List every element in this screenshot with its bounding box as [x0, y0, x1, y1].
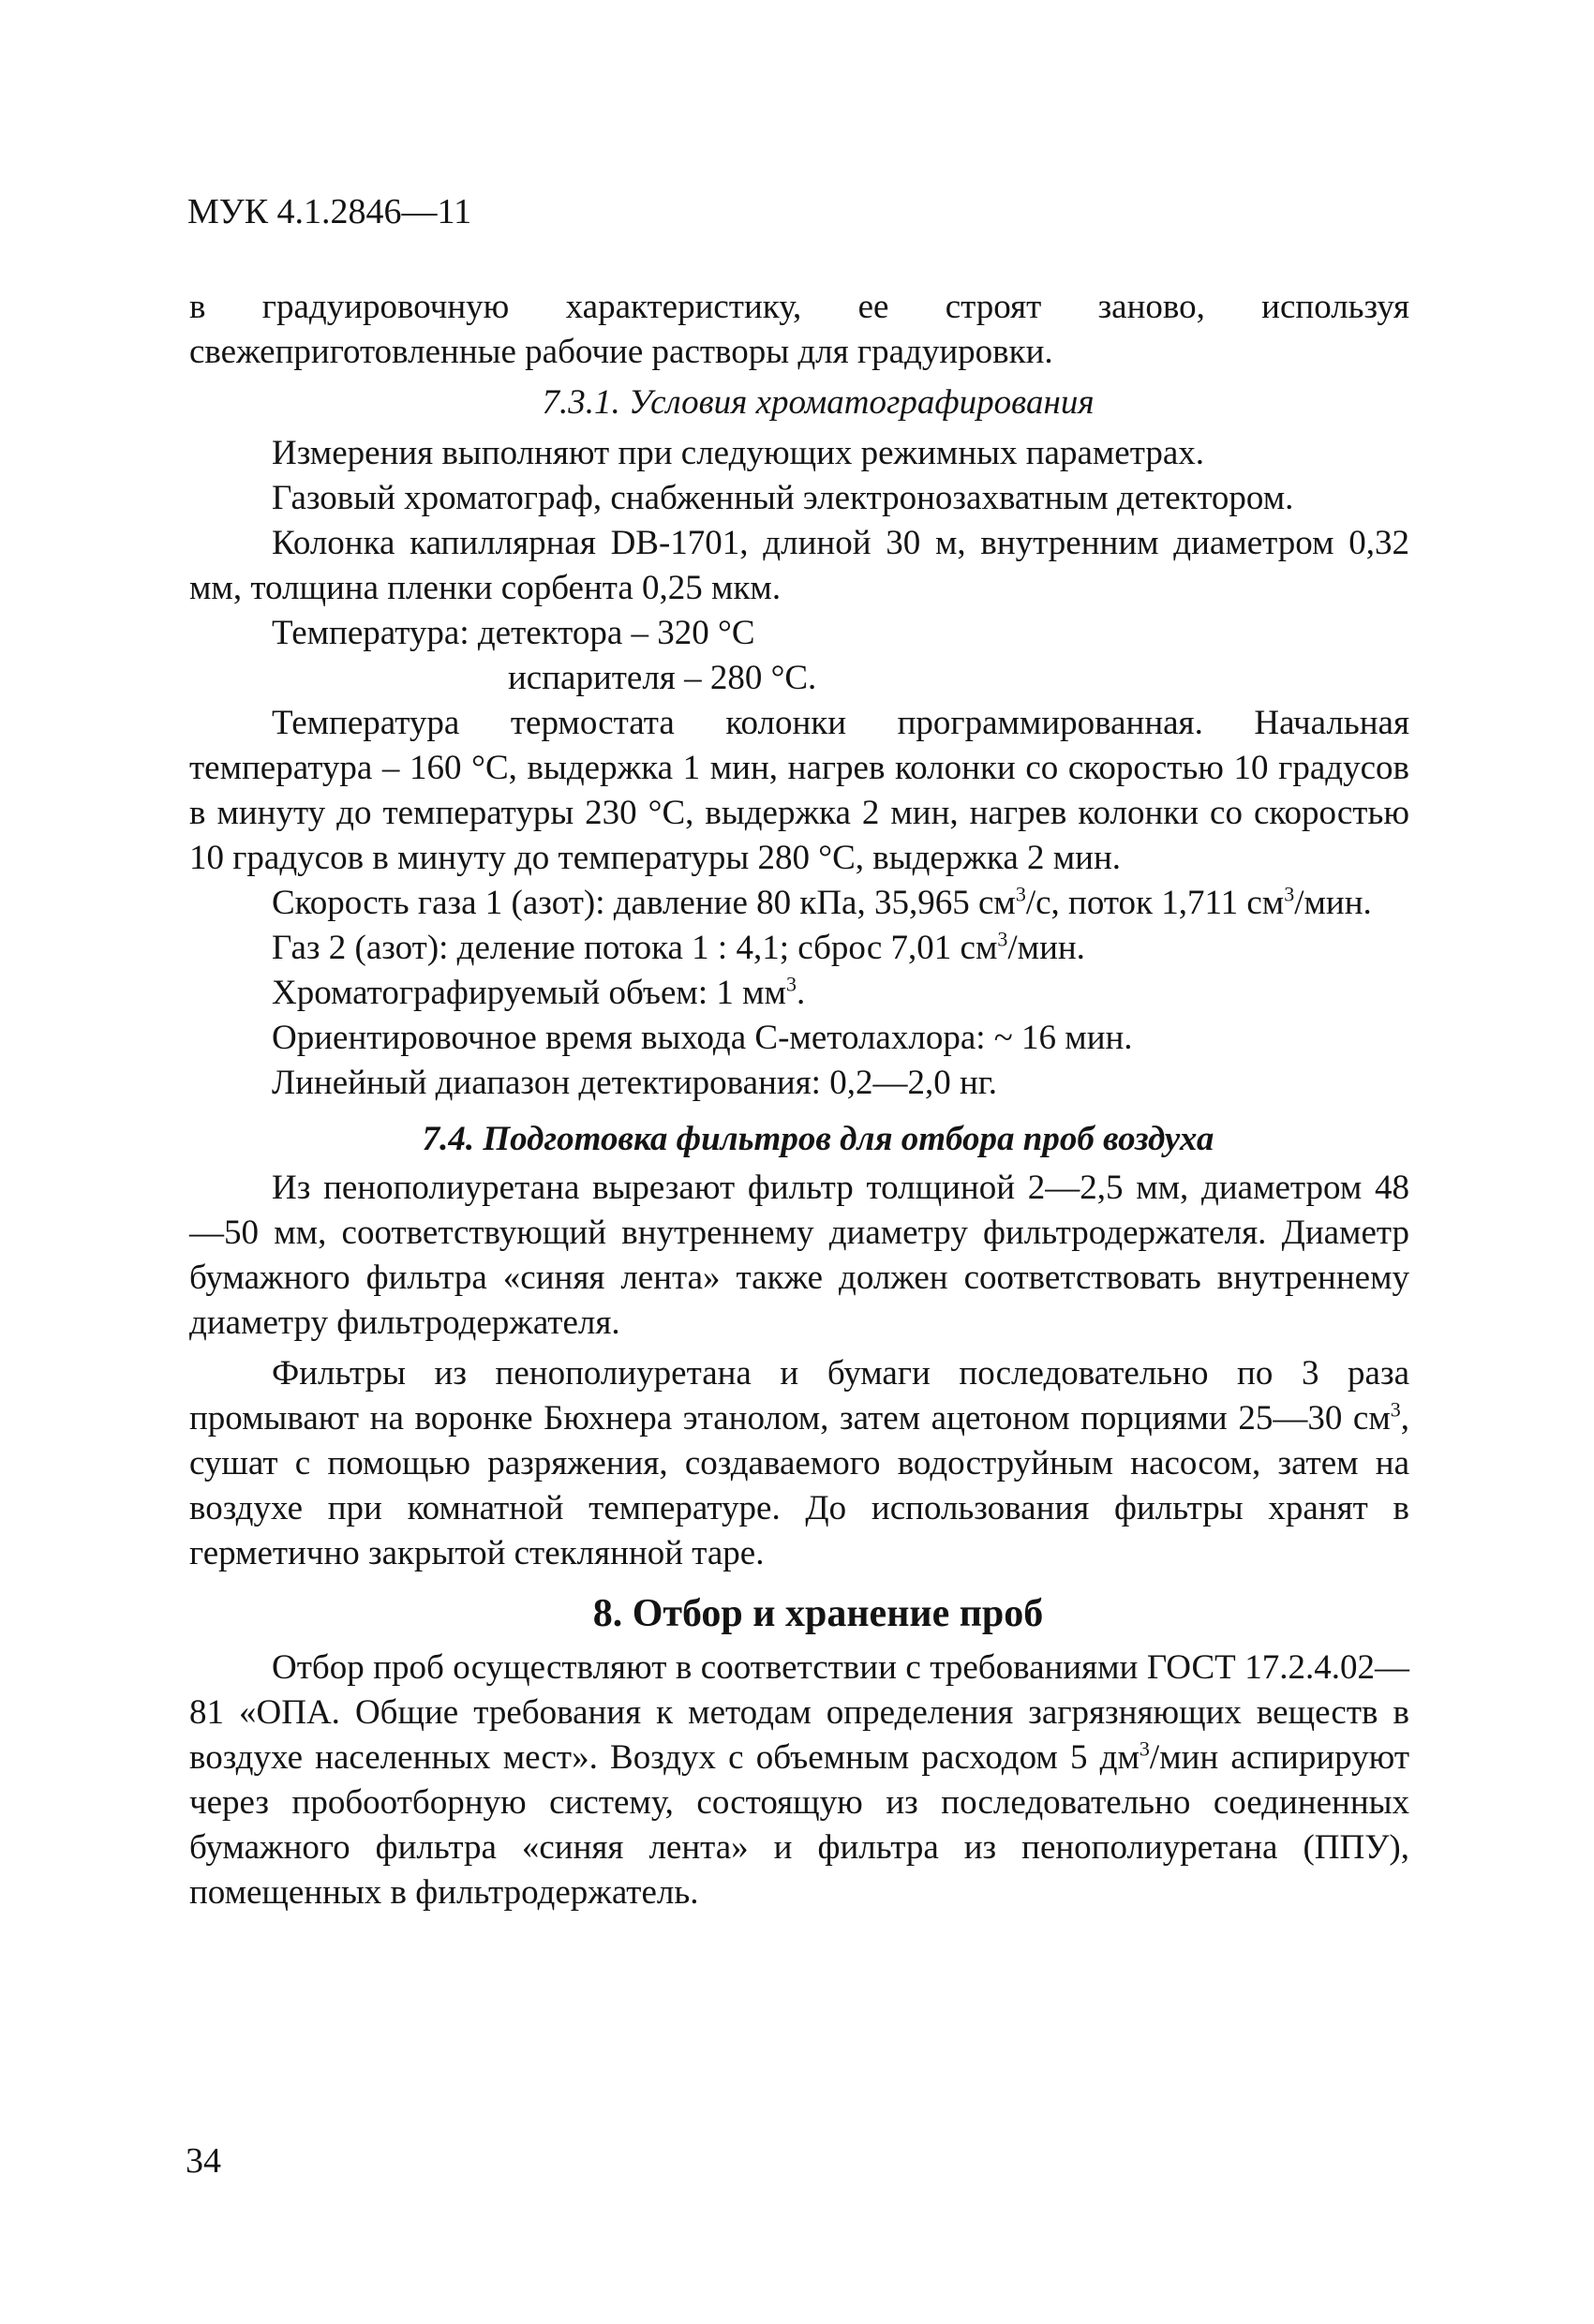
subsection-title-7-3-1: 7.3.1. Условия хроматографирования — [542, 383, 1095, 422]
paragraph-filter-cutting: Из пенополиуретана вырезают фильтр толщиной 2—2,5 мм, диаметром 48—50 мм, соответствующий внутреннему диаметру фильтродержателя. Диаметр бумажного фильтра «синяя лента» также должен соответствовать внутреннему диаметру фильтродержателя. — [189, 1169, 1409, 1342]
superscript-3: 3 — [997, 927, 1008, 951]
paragraph-intro: в градуировочную характеристику, ее строят заново, используя свежеприготовленные рабочие растворы для градуировки. — [189, 288, 1409, 371]
paragraph-modes: Измерения выполняют при следующих режимных параметрах. — [272, 434, 1205, 472]
gas-1-text-c: /мин. — [1294, 884, 1372, 922]
paragraph-gas-1 — [189, 881, 1409, 926]
paragraph-temperature-evaporator: испарителя – 280 °С. — [508, 659, 817, 697]
superscript-3: 3 — [1284, 882, 1295, 906]
section-title-8: 8. Отбор и хранение проб — [592, 1592, 1044, 1635]
paragraph-temperature-detector: Температура: детектора – 320 °С — [272, 614, 755, 652]
paragraph-column: Колонка капиллярная DB-1701, длиной 30 м, внутренним диаметром 0,32 мм, толщина пленки сорбента 0,25 мкм. — [189, 524, 1409, 607]
superscript-3: 3 — [1139, 1736, 1150, 1761]
paragraph-sampling — [189, 1646, 1409, 1915]
subsection-title-7-4: 7.4. Подготовка фильтров для отбора проб воздуха — [422, 1120, 1214, 1158]
paragraph-retention-time: Ориентировочное время выхода С-метолахлора: ~ 16 мин. — [272, 1019, 1133, 1057]
page-content — [189, 285, 1409, 1915]
volume-text-b: . — [796, 974, 806, 1012]
page-number: 34 — [186, 2141, 221, 2181]
paragraph-linear-range: Линейный диапазон детектирования: 0,2—2,0 нг. — [272, 1064, 998, 1102]
superscript-3: 3 — [1015, 882, 1026, 906]
paragraph-chromatograph: Газовый хроматограф, снабженный электронозахватным детектором. — [272, 479, 1294, 517]
paragraph-gas-2 — [189, 926, 1409, 971]
superscript-3: 3 — [785, 972, 797, 996]
document-code: МУК 4.1.2846—11 — [187, 192, 472, 231]
washing-text-b: , сушат с помощью разряжения, создаваемого водоструйным насосом, затем на воздухе при комнатной температуре. До использования фильтры хранят в герметично закрытой стеклянной таре. — [189, 1399, 1409, 1572]
sampling-text-b: /мин аспирируют через пробоотборную систему, состоящую из последовательно соединенных бумажного фильтра «синяя лента» и фильтра из пенополиуретана (ППУ), помещенных в фильтродержатель. — [189, 1738, 1409, 1912]
gas-2-text-b: /мин. — [1007, 929, 1085, 967]
sampling-text-a: Отбор проб осуществляют в соответствии с требованиями ГОСТ 17.2.4.02—81 «ОПА. Общие требования к методам определения загрязняющих веществ в воздухе населенных мест». Воздух с объемным расходом 5 дм — [189, 1648, 1409, 1777]
gas-2-text-a: Газ 2 (азот): деление потока 1 : 4,1; сброс 7,01 см — [272, 929, 998, 967]
superscript-3: 3 — [1390, 1397, 1401, 1422]
paragraph-volume — [189, 971, 1409, 1016]
washing-text-a: Фильтры из пенополиуретана и бумаги последовательно по 3 раза промывают на воронке Бюхнера этанолом, затем ацетоном порциями 25—30 см — [189, 1354, 1409, 1438]
paragraph-thermostat: Температура термостата колонки программированная. Начальная температура – 160 °С, выдержка 1 мин, нагрев колонки со скоростью 10 градусов в минуту до температуры 230 °С, выдержка 2 мин, нагрев колонки со скоростью 10 градусов в минуту до температуры 280 °С, выдержка 2 мин. — [189, 704, 1409, 877]
volume-text-a: Хроматографируемый объем: 1 мм — [272, 974, 786, 1012]
paragraph-filter-washing — [189, 1351, 1409, 1576]
gas-1-text-b: /с, поток 1,711 см — [1025, 884, 1285, 922]
gas-1-text-a: Скорость газа 1 (азот): давление 80 кПа, 35,965 см — [272, 884, 1016, 922]
